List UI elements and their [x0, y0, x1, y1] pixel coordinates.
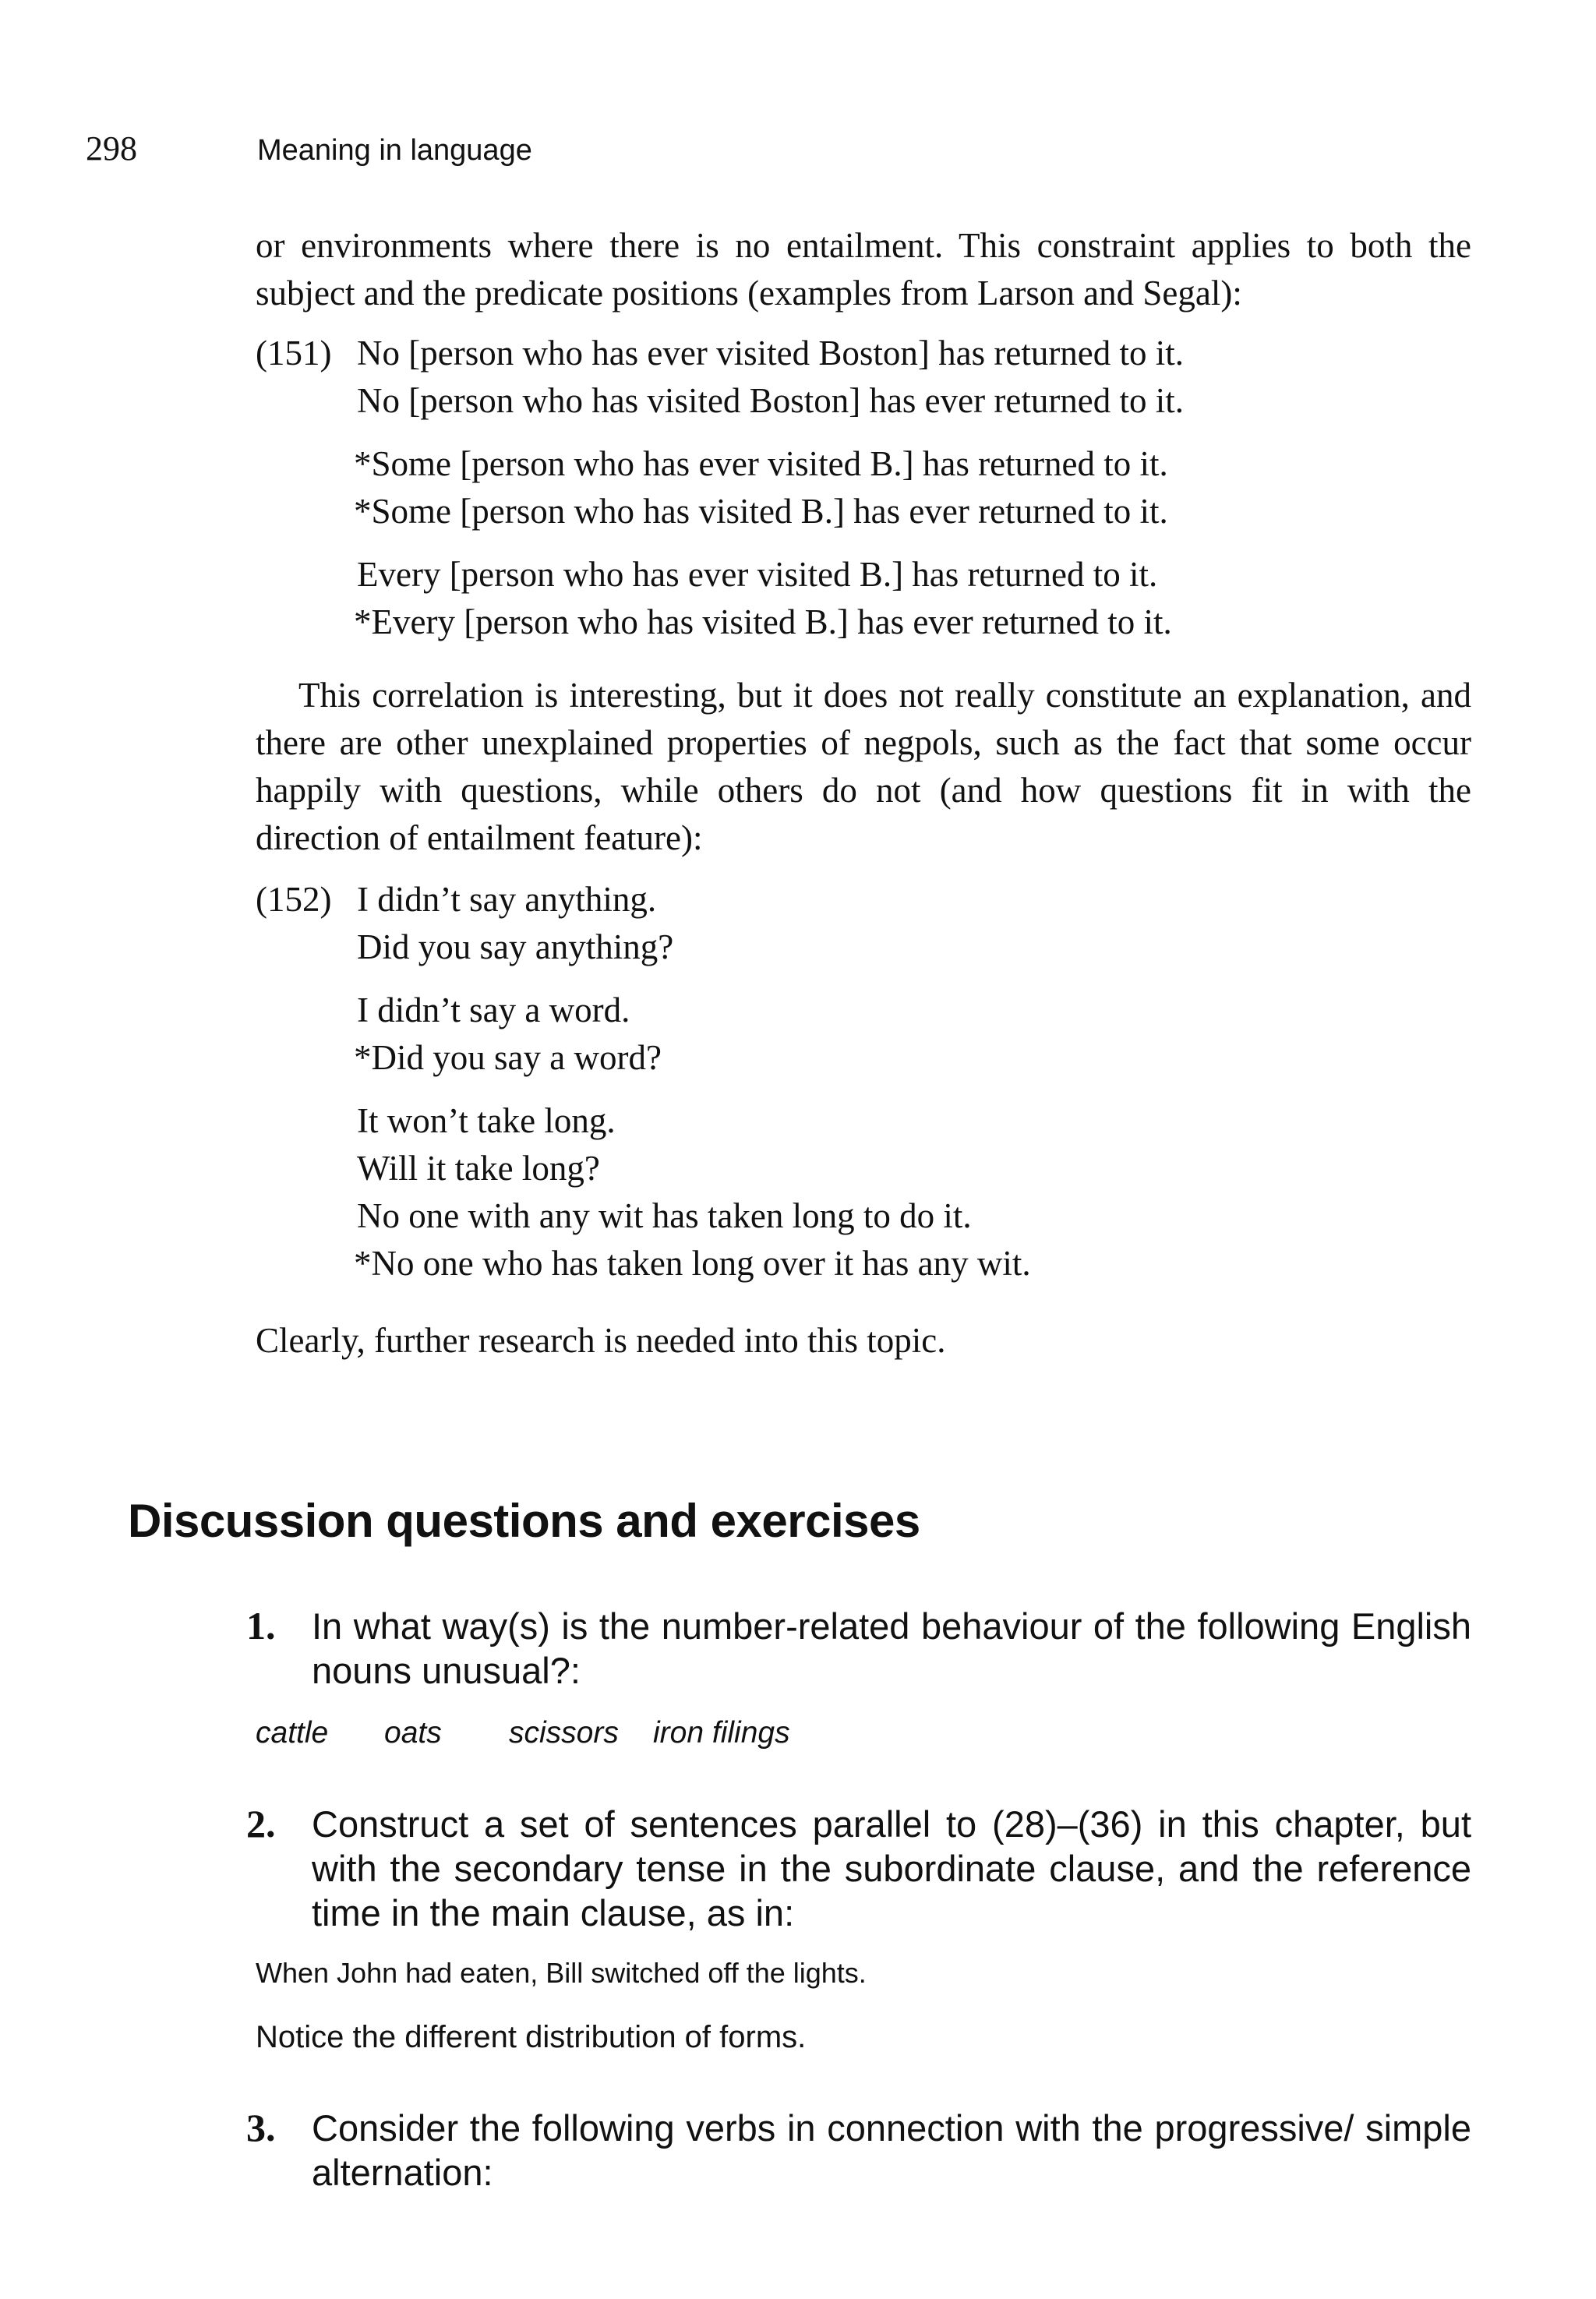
example-line: Every [person who has ever visited B.] has returned to it. — [357, 555, 1158, 594]
example-line: Did you say anything? — [357, 927, 674, 966]
running-head — [86, 131, 532, 168]
example-line: *Some [person who has visited B.] has ever returned to it. — [354, 492, 1168, 531]
exercise-2-note: Notice the different distribution of forms. — [256, 2020, 807, 2054]
exercise-number: 3. — [246, 2106, 276, 2149]
example-line: *No one who has taken long over it has any wit. — [354, 1244, 1031, 1283]
running-head-title: Meaning in language — [257, 134, 532, 167]
exercise-number: 1. — [246, 1604, 276, 1647]
example-group — [354, 440, 1471, 535]
exercise-text: Construct a set of sentences parallel to (28)–(36) in this chapter, but with the secondary tense in the subordinate clause, and the reference time in the main clause, as in: — [312, 1803, 1471, 1933]
example-152 — [256, 876, 1471, 1287]
example-line: No [person who has ever visited Boston] has returned to it. — [357, 334, 1185, 373]
closing-sentence: Clearly, further research is needed into this topic. — [256, 1321, 946, 1360]
middle-paragraph: This correlation is interesting, but it does not really constitute an explanation, and there are other unexplained properties of negpols, such as the fact that some occur happily with questions, while others do not (and how questions fit in with the direction of entailment feature): — [256, 676, 1471, 857]
example-group — [354, 987, 1471, 1082]
example-line: Will it take long? — [357, 1149, 600, 1188]
example-151 — [256, 330, 1471, 646]
word-item: oats — [384, 1716, 442, 1750]
example-line: *Some [person who has ever visited B.] has returned to it. — [354, 444, 1168, 483]
exercise-3 — [246, 2106, 1471, 2195]
example-line: No one with any wit has taken long to do it. — [357, 1196, 972, 1235]
example-line: No [person who has visited Boston] has ever returned to it. — [357, 381, 1185, 420]
example-group — [354, 551, 1471, 646]
page-number: 298 — [86, 129, 137, 168]
exercise-1 — [246, 1604, 1471, 1693]
example-line: I didn’t say anything. — [357, 880, 657, 919]
word-item: iron filings — [653, 1716, 790, 1750]
exercise-2 — [246, 1802, 1471, 1935]
example-line: *Did you say a word? — [354, 1038, 662, 1077]
section-heading: Discussion questions and exercises — [128, 1495, 920, 1547]
example-number: (152) — [256, 880, 332, 919]
example-line: It won’t take long. — [357, 1101, 616, 1140]
exercise-text: In what way(s) is the number-related behaviour of the following English nouns unusual?: — [312, 1605, 1471, 1691]
example-group — [357, 876, 1471, 971]
example-line: *Every [person who has visited B.] has ever returned to it. — [354, 602, 1172, 641]
exercise-1-word-list — [256, 1715, 790, 1752]
example-line: I didn’t say a word. — [357, 991, 630, 1029]
intro-paragraph: or environments where there is no entailment. This constraint applies to both the subject and the predicate positions (examples from Larson and Segal): — [256, 226, 1471, 313]
example-group — [354, 1097, 1471, 1287]
word-item: scissors — [509, 1716, 619, 1750]
example-group — [357, 330, 1471, 425]
word-item: cattle — [256, 1716, 329, 1750]
exercise-number: 2. — [246, 1802, 276, 1845]
exercise-2-example: When John had eaten, Bill switched off the lights. — [256, 1957, 867, 1989]
exercise-text: Consider the following verbs in connection with the progressive/ simple alternation: — [312, 2107, 1471, 2193]
example-number: (151) — [256, 334, 332, 373]
